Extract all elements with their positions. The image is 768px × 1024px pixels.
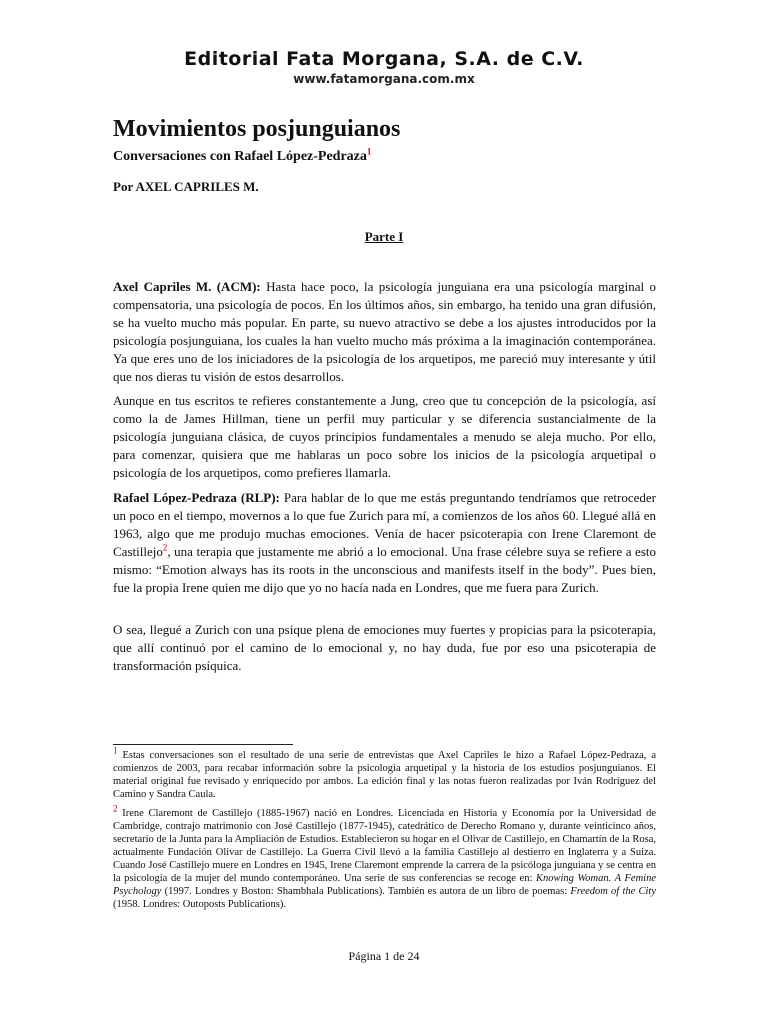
paragraph-text-cont: , una terapia que justamente me abrió a lo emocional. Una frase célebre suya se refiere a esto mismo: “Emotion always has its roots in the unconscious and manifests itself in the body”. Pues bien, fue la propia Irene quien me dijo que yo no hacía nada en Londres, que me fuera para Zurich.	[113, 544, 656, 595]
footnote-divider	[113, 744, 293, 745]
page-number: Página 1 de 24	[348, 949, 420, 963]
publisher-name: Editorial Fata Morgana, S.A. de C.V.	[184, 48, 584, 70]
footnote-text-cont: (1997. Londres y Boston: Shambhala Publications). También es autora de un libro de poemas:	[161, 886, 571, 897]
section-heading: Parte I	[364, 229, 404, 244]
paragraph-4: O sea, llegué a Zurich con una psique plena de emociones muy fuertes y propicias para la psicoterapia, que allí continuó por el camino de lo emocional y, no hay duda, fue por eso una psicoterapia de transformación psíquica.	[113, 622, 656, 673]
footnote-2	[113, 803, 656, 911]
paragraph-2: Aunque en tus escritos te refieres constantemente a Jung, creo que tu concepción de la psicología, así como la de James Hillman, tiene un perfil muy particular y se diferencia sustancialmente de la psicología junguiana clásica, de cuyos principios fundamentales a menudo se aleja mucho. Por ello, para comenzar, quisiera que me hablaras un poco sobre los inicios de la psicología arquetipal o psicología de los arquetipos, como prefieres llamarla.	[113, 393, 656, 480]
publisher-website: www.fatamorgana.com.mx	[293, 72, 475, 86]
footnote-ref-1[interactable]: 1	[366, 146, 372, 157]
document-title: Movimientos posjunguianos	[113, 116, 401, 142]
footnote-1	[113, 745, 656, 801]
speaker-label: Axel Capriles M. (ACM):	[113, 279, 261, 294]
paragraph-text: Para hablar de lo que me estás preguntando tendríamos que retroceder un poco en el tiempo, movernos a lo que fue Zurich para mí, a comienzos de los años 60. Llegué allá en 1963, algo que me produjo muchas emociones. Venía de hacer psicoterapia con Irene Claremont de Castillejo	[113, 490, 657, 559]
footnote-text: Estas conversaciones son el resultado de una serie de entrevistas que Axel Capriles le hizo a Rafael López-Pedraza, a comienzos de 2003, para recabar información sobre la psicología arquetipal y la historia de los estudios posjunguianos. El material original fue revisado y enriquecido por ambos. La edición final y las notas fueron realizadas por Iván Rodríguez del Camino y Sandra Caula.	[113, 750, 656, 800]
footnote-text-end: (1958. Londres: Outoposts Publications).	[113, 899, 286, 910]
paragraph-3	[113, 489, 656, 597]
paragraph-text: Hasta hace poco, la psicología junguiana era una psicología marginal o compensatoria, una psicología de pocos. En los últimos años, sin embargo, ha tenido una gran difusión, se ha vuelto mucho más popular. En parte, su nuevo atractivo se debe a los ajustes introducidos por la psicología posjunguiana, los cuales la han vuelto mucho más próxima a la imaginación contemporánea. Ya que eres uno de los iniciadores de la psicología de los arquetipos, me pareció muy interesante y útil que nos dieras tu visión de estos desarrollos.	[113, 279, 657, 384]
footnote-text: Irene Claremont de Castillejo (1885-1967) nació en Londres. Licenciada en Historia y Economía por la Universidad de Cambridge, contrajo matrimonio con José Castillejo (1877-1945), catedrático de Derecho Romano y, durante veinticinco años, secretario de la Junta para la Ampliación de Estudios. Establecieron su hogar en el Olivar de Castillejo, en Chamartín de la Rosa, actualmente Fundación Olivar de Castillejo. La Guerra Civil llevó a la familia Castillejo al destierro en Inglaterra y a Suiza. Cuando José Castillejo muere en Londres en 1945, Irene Claremont emprende la carrera de la psicóloga junguiana y se centra en la psicología de la mujer del mundo contemporáneo. Una serie de sus conferencias se recoge en:	[113, 808, 656, 884]
document-subtitle	[113, 146, 372, 165]
footnote-ref-2[interactable]: 2	[162, 542, 168, 553]
book-title: Knowing Woman. A Femine Psychology	[113, 873, 656, 897]
book-title: Freedom of the City	[570, 886, 656, 897]
footnote-mark-2: 2	[113, 803, 118, 814]
document-author: Por AXEL CAPRILES M.	[113, 179, 259, 194]
subtitle-text: Conversaciones con Rafael López-Pedraza	[113, 149, 367, 164]
paragraph-1	[113, 278, 656, 386]
footnote-mark-1: 1	[113, 745, 118, 756]
speaker-label: Rafael López-Pedraza (RLP):	[113, 490, 280, 505]
